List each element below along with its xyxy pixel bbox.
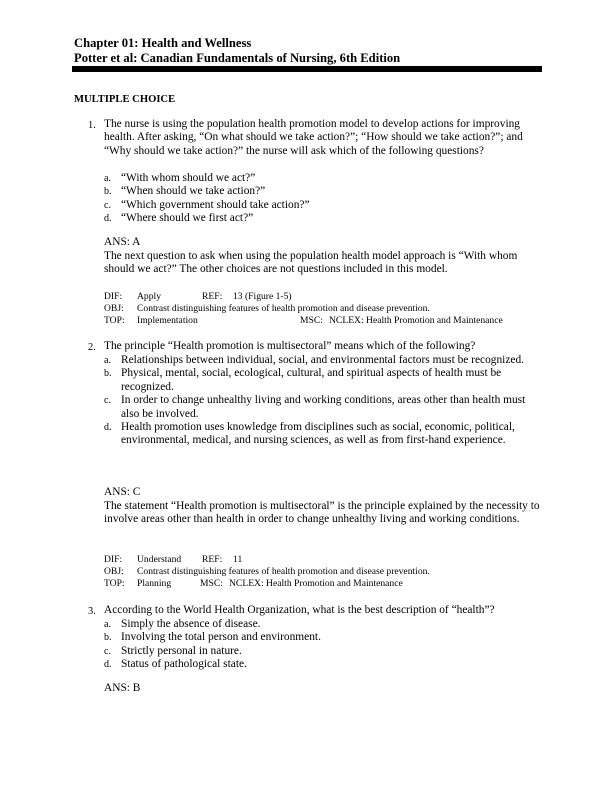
header-rule [72, 66, 542, 72]
answer-rationale: The next question to ask when using the population health model approach is “With whom should we act?” The other choices are not questions included in this model. [104, 250, 518, 276]
question-metadata [104, 554, 548, 591]
section-title: MULTIPLE CHOICE [74, 94, 176, 105]
msc-category: NCLEX: Health Promotion and Maintenance [229, 578, 403, 590]
choice-a [104, 354, 546, 367]
obj-label: OBJ: [104, 566, 124, 578]
choice-letter: d. [104, 422, 112, 434]
answer-rationale: The statement “Health promotion is multisectoral” is the principle explained by the necessity to involve areas other than health in order to change unhealthy living and working conditions. [104, 500, 540, 526]
dif-label: DIF: [104, 554, 123, 565]
choice-letter: d. [104, 213, 112, 225]
choice-letter: a. [104, 619, 111, 630]
choice-text: “Where should we first act?” [121, 212, 254, 225]
answer-key: ANS: C [104, 486, 141, 498]
choice-a [104, 618, 546, 631]
question-metadata [104, 291, 548, 328]
question-stem: The principle “Health promotion is multisectoral” means which of the following? [104, 340, 476, 352]
top-label: TOP: [104, 578, 125, 590]
difficulty: Apply [137, 291, 161, 302]
choice-text: Physical, mental, social, ecological, cultural, and spiritual aspects of health must be recognized. [121, 367, 502, 393]
choice-letter: c. [104, 395, 111, 407]
choice-text: Status of pathological state. [121, 658, 247, 671]
choice-letter: b. [104, 632, 112, 644]
topic: Implementation [137, 315, 198, 327]
page-header [74, 36, 544, 66]
choice-d [104, 212, 546, 225]
choice-text: “Which government should take action?” [121, 198, 310, 211]
question-number: 3. [88, 606, 96, 617]
msc-category: NCLEX: Health Promotion and Maintenance [329, 315, 503, 327]
question-number: 2. [88, 342, 96, 353]
choice-c [104, 394, 546, 421]
choice-b [104, 185, 546, 198]
choice-d [104, 658, 546, 671]
choice-letter: c. [104, 199, 111, 211]
msc-label: MSC: [200, 578, 223, 590]
ref-label: REF: [202, 291, 223, 302]
answer-key: ANS: B [104, 682, 141, 694]
choice-text: Strictly personal in nature. [121, 644, 242, 657]
choice-text: Relationships between individual, social, and environmental factors must be recognized. [121, 354, 524, 366]
objective: Contrast distinguishing features of health promotion and disease prevention. [137, 303, 430, 315]
choice-letter: a. [104, 355, 111, 366]
choice-text: Health promotion uses knowledge from disciplines such as social, economic, political, environmental, medical, and nursing sciences, as well as from first-hand experience. [121, 421, 515, 447]
choice-text: Simply the absence of disease. [121, 618, 261, 630]
choice-c [104, 645, 546, 658]
question-number: 1. [88, 120, 96, 131]
choice-letter: d. [104, 659, 112, 671]
chapter-title: Chapter 01: Health and Wellness [74, 36, 252, 50]
choice-b [104, 367, 546, 394]
choice-letter: b. [104, 368, 112, 380]
choice-list [104, 172, 546, 226]
choice-d [104, 421, 546, 448]
choice-list [104, 354, 546, 448]
answer-key: ANS: A [104, 236, 141, 248]
choice-a [104, 172, 546, 185]
choice-text: Involving the total person and environment. [121, 631, 321, 644]
choice-b [104, 631, 546, 644]
reference: 11 [233, 554, 243, 565]
choice-list [104, 618, 546, 672]
choice-text: “With whom should we act?” [121, 172, 256, 184]
top-label: TOP: [104, 315, 125, 327]
obj-label: OBJ: [104, 303, 124, 315]
dif-label: DIF: [104, 291, 123, 302]
choice-letter: c. [104, 645, 111, 657]
choice-letter: b. [104, 186, 112, 198]
choice-letter: a. [104, 173, 111, 184]
question-stem: The nurse is using the population health promotion model to develop actions for improving health. After asking, “On what should we take action?”; “How should we take action?”; and “Why should we take action?” the nurse will ask which of the following questions? [104, 118, 523, 157]
choice-text: In order to change unhealthy living and working conditions, areas other than health must also be involved. [121, 394, 526, 420]
question-stem: According to the World Health Organization, what is the best description of “health”? [104, 604, 495, 616]
choice-text: “When should we take action?” [121, 185, 266, 198]
msc-label: MSC: [300, 315, 323, 327]
objective: Contrast distinguishing features of health promotion and disease prevention. [137, 566, 430, 578]
book-title: Potter et al: Canadian Fundamentals of Nursing, 6th Edition [74, 51, 401, 65]
topic: Planning [137, 578, 172, 590]
ref-label: REF: [202, 554, 223, 565]
reference: 13 (Figure 1-5) [233, 291, 292, 302]
difficulty: Understand [137, 554, 182, 565]
choice-c [104, 199, 546, 212]
